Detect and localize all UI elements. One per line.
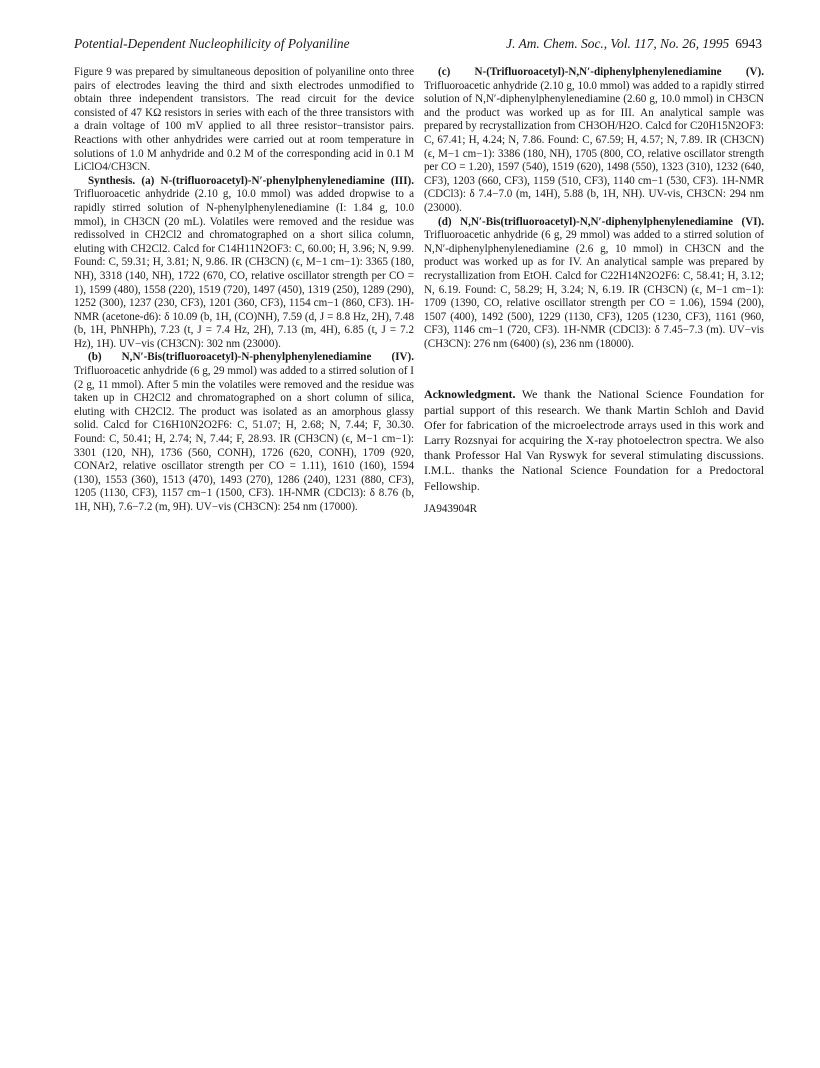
synthesis-c-heading: (c) N-(Trifluoroacetyl)-N,N′-diphenylphenylenediamine (V). [438, 66, 764, 78]
running-title: Potential-Dependent Nucleophilicity of Polyaniline [74, 36, 350, 51]
synthesis-d-paragraph [424, 216, 764, 352]
synthesis-a-paragraph [74, 175, 414, 352]
synthesis-c-paragraph [424, 66, 764, 216]
synthesis-b-body: Trifluoroacetic anhydride (6 g, 29 mmol) was added to a stirred solution of I (2 g, 11 mmol). After 5 min the volatiles were removed and the residue was taken up in CH2Cl2 and chromatographed on a short column of silica, eluting with CH2Cl2. The product was isolated as an amorphous glassy solid. Calcd for C16H10N2O2F6: C, 51.07; H, 2.68; N, 7.44; F, 30.30. Found: C, 50.41; H, 2.74; N, 7.44; F, 28.93. IR (CH3CN) (ϵ, M−1 cm−1): 3301 (120, NH), 1736 (560, CONH), 1726 (620, CONH), 1709 (920, CONAr2, relative oscillator strength per CO = 1.11), 1610 (160), 1594 (130), 1553 (360), 1513 (470), 1493 (270), 1286 (240), 1231 (880, CF3), 1205 (1130, CF3), 1157 cm−1 (1500, CF3). 1H-NMR (CDCl3): δ 8.76 (b, 1H, NH), 7.6−7.2 (m, 9H). UV−vis (CH3CN): 254 nm (17000). [74, 365, 414, 513]
synthesis-b-heading: (b) N,N′-Bis(trifluoroacetyl)-N-phenylphenylenediamine (IV). [88, 351, 414, 364]
synthesis-a-body: Trifluoroacetic anhydride (2.10 g, 10.0 mmol) was added dropwise to a rapidly stirred solution of N-phenylphenylenediamine (I: 1.84 g, 10.0 mmol), in CH3CN (20 mL). Volatiles were removed and the residue was redissolved in CH2Cl2 and chromatographed on a short silica column, eluting with CH2Cl2. Calcd for C14H11N2OF3: C, 60.00; H, 3.96; N, 9.99. Found: C, 59.31; H, 3.81; N, 9.86. IR (CH3CN) (ϵ, M−1 cm−1): 3365 (180, NH), 3318 (140, NH), 1722 (670, CO, relative oscillator strength per CO = 1), 1599 (480), 1558 (220), 1519 (720), 1497 (450), 1319 (250), 1289 (290), 1252 (300), 1237 (230, CF3), 1201 (360, CF3), 1154 cm−1 (860, CF3). 1H-NMR (acetone-d6): δ 10.09 (b, 1H, (CO)NH), 7.59 (d, J = 8.8 Hz, 2H), 7.48 (b, 1H, PhNHPh), 7.23 (t, J = 7.4 Hz, 2H), 7.13 (m, 4H), 6.85 (t, J = 7.2 Hz), 1H). UV−vis (CH3CN): 302 nm (23000). [74, 188, 414, 350]
intro-paragraph: Figure 9 was prepared by simultaneous deposition of polyaniline onto three pairs of electrodes leaving the third and sixth electrodes unmodified to obtain three independent transistors. The read circuit for the device consisted of 47 KΩ resistors in series with each of the three transistors with a drain voltage of 100 mV applied to all three resistor−transistor pairs. Reactions with other anhydrides were carried out at room temperature in solutions of 1.0 M anhydride and 0.2 M of the corresponding acid in 0.1 M LiClO4/CH3CN. [74, 66, 414, 174]
synthesis-c-body: Trifluoroacetic anhydride (2.10 g, 10.0 mmol) was added to a rapidly stirred solution of N,N′-diphenylphenylenediamine (2.60 g, 10.0 mmol) in CH3CN and the product was worked up as for III. An analytical sample was prepared by recrystallization from CH3OH/H2O. Calcd for C20H15N2OF3: C, 67.41; H, 4.24; N, 7.86. Found: C, 67.59; H, 4.57; N, 7.89. IR (CH3CN) (ϵ, M−1 cm−1): 3386 (180, NH), 1705 (800, CO, relative oscillator strength per CO = 1.20), 1597 (540), 1519 (620), 1498 (550), 1323 (310), 1232 (640, CF3), 1203 (660, CF3), 1159 (510, CF3), 1140 cm−1 (530, CF3). 1H-NMR (CDCl3): δ 7.4−7.0 (m, 14H), 5.88 (b, 1H, NH). UV-vis, CH3CN: 294 nm (23000). [424, 79, 764, 214]
synthesis-d-heading: (d) N,N′-Bis(trifluoroacetyl)-N,N′-diphenylphenylenediamine (VI). [438, 215, 764, 228]
journal-name: J. Am. Chem. Soc., Vol. 117, No. 26, 1995 [506, 36, 730, 51]
acknowledgment-paragraph [424, 387, 764, 493]
right-column [424, 66, 764, 516]
synthesis-d-body: Trifluoroacetic anhydride (6 g, 29 mmol) was added to a stirred solution of N,N′-diphenylphenylenediamine (2.6 g, 10 mmol) in CH3CN and the product was worked up as for IV. An analytical sample was prepared by recrystallization from EtOH. Calcd for C22H14N2O2F6: C, 58.41; H, 3.12; N, 6.19. Found: C, 58.29; H, 3.24; N, 6.19. IR (CH3CN) (ϵ, M−1 cm−1): 1709 (1390, CO, relative oscillator strength per CO = 1.06), 1594 (200), 1507 (400), 1492 (500), 1229 (1130, CF3), 1205 (1230, CF3), 1161 (960, CF3), 1146 cm−1 (720, CF3). 1H-NMR (CDCl3): δ 7.45−7.3 (m). UV−vis (CH3CN): 276 nm (6400) (s), 236 nm (18000). [424, 229, 764, 350]
synthesis-b-paragraph [74, 351, 414, 514]
page-number: 6943 [735, 36, 762, 51]
acknowledgment-heading: Acknowledgment. [424, 387, 516, 402]
manuscript-code: JA943904R [424, 502, 478, 515]
journal-citation [506, 36, 762, 52]
left-column [74, 66, 414, 515]
synthesis-a-heading: Synthesis. (a) N-(trifluoroacetyl)-N′-phenylphenylenediamine (III). [88, 174, 414, 187]
acknowledgment-body: We thank the National Science Foundation for partial support of this research. We thank Martin Schloh and David Ofer for fabrication of the microelectrode arrays used in this work and Larry Rozsnyai for acquiring the X-ray photoelectron spectra. We also thank Professor Hal Van Ryswyk for several stimulating discussions. I.M.L. thanks the National Science Foundation for a Predoctoral Fellowship. [424, 387, 764, 493]
